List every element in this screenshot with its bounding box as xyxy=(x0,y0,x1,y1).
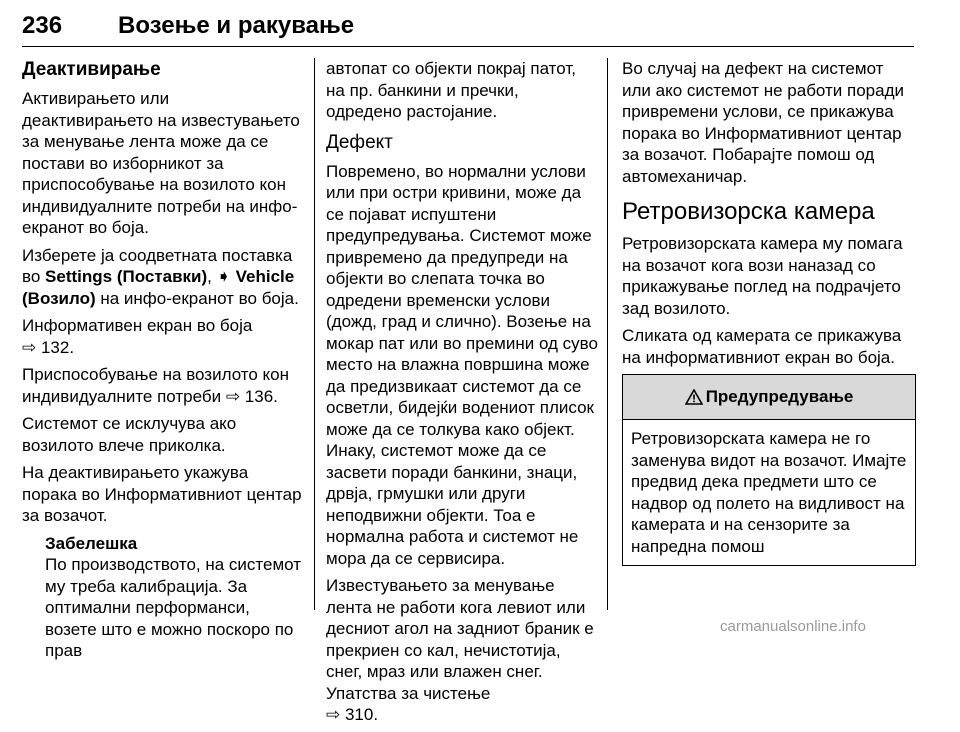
note-text: По производството, на системот му треба калибрација. За оптимални перформанси, возете што е можно поскоро по прав xyxy=(45,555,302,660)
column-divider-1 xyxy=(314,58,315,610)
chapter-title: Возење и ракување xyxy=(118,12,355,39)
column-divider-2 xyxy=(607,58,608,610)
column-1 xyxy=(22,58,304,662)
paragraph-settings: Изберете ја соодветната поставка во Settings (Поставки), ➧ Vehicle (Возило) на инфо-екранот во боја. xyxy=(22,245,299,308)
vehicle-menu-label: Vehicle (Возило) xyxy=(22,267,295,308)
section-heading-deactivation: Деактивирање xyxy=(22,59,161,80)
page-header xyxy=(22,6,914,50)
warning-body xyxy=(623,420,915,565)
paragraph: Сликата од камерата се прикажува на информативниот екран во боја. xyxy=(622,326,902,367)
section-heading-defect: Дефект xyxy=(326,131,393,153)
paragraph-cleaning: Известувањето за менување лента не работи кога левиот или десниот агол на задниот браник е прекриен со кал, нечистотија, снег, мраз или влажен снег. Упатства за чистење ⇨ 310. xyxy=(326,576,594,724)
paragraph: Повремено, во нормални услови или при остри кривини, може да се појават испуштени предупредувања. Системот може привремено да предупреди на објекти во слепата точка во одредени временски услови (дожд, град и слично). Возење на мокар пат или во премини од суво место на влажна површина може да предизвикаат системот да се осветли, бидејќи водениот плисок може да се толкува како објект. Инаку, системот може да се засвети поради банкини, знаци, дрвја, грмушки или други неподвижни објекти. Тоа е нормална работа и системот не мора да се сервисира. xyxy=(326,161,598,568)
arrow-icon: ➧ xyxy=(216,267,231,286)
warning-title: Предупредување xyxy=(705,387,854,407)
column-3 xyxy=(622,58,916,566)
page-reference: ⇨ 132. xyxy=(22,337,75,357)
column-2 xyxy=(326,58,598,732)
warning-triangle-icon xyxy=(685,389,703,405)
paragraph-ref: Информативен екран во боја ⇨ 132. xyxy=(22,316,253,357)
warning-text: Ретровизорската камера не го заменува видот на возачот. Имајте предвид дека предмети што се надвор од полето на видливост на камерата и на сензорите за напредна помош xyxy=(631,429,907,556)
paragraph: Активирањето или деактивирањето на известувањето за менување лента може да се постави во изборникот за приспособување на возилото кон индивидуалните потреби на инфо-екранот во боја. xyxy=(22,89,300,237)
paragraph: На деактивирањето укажува порака во Информативниот центар за возачот. xyxy=(22,463,302,525)
warning-box xyxy=(622,374,916,566)
note-box xyxy=(45,533,304,662)
paragraph: Ретровизорската камера му помага на возачот кога вози наназад со прикажување поглед на подрачјето зад возилото. xyxy=(622,234,903,318)
page-number: 236 xyxy=(22,12,63,39)
section-heading-rear-camera: Ретровизорска камера xyxy=(622,198,875,225)
watermark: carmanualsonline.info xyxy=(720,618,866,635)
paragraph: Приспособување на возилото кон индивидуалните потреби ⇨ 136. xyxy=(22,365,290,406)
paragraph: Во случај на дефект на системот или ако системот не работи поради привремени услови, се прикажува порака во Информативниот центар за возачот. Побарајте помош од автомеханичар. xyxy=(622,59,905,186)
warning-header xyxy=(623,375,915,420)
paragraph: автопат со објекти покрај патот, на пр. банкини и пречки, одредено растојание. xyxy=(326,59,576,121)
settings-menu-label: Settings (Поставки) xyxy=(45,267,208,286)
page-reference: ⇨ 310. xyxy=(326,705,379,724)
note-title: Забелешка xyxy=(45,533,138,553)
paragraph: Системот се исклучува ако возилото влече приколка. xyxy=(22,414,237,455)
header-rule xyxy=(22,46,914,47)
